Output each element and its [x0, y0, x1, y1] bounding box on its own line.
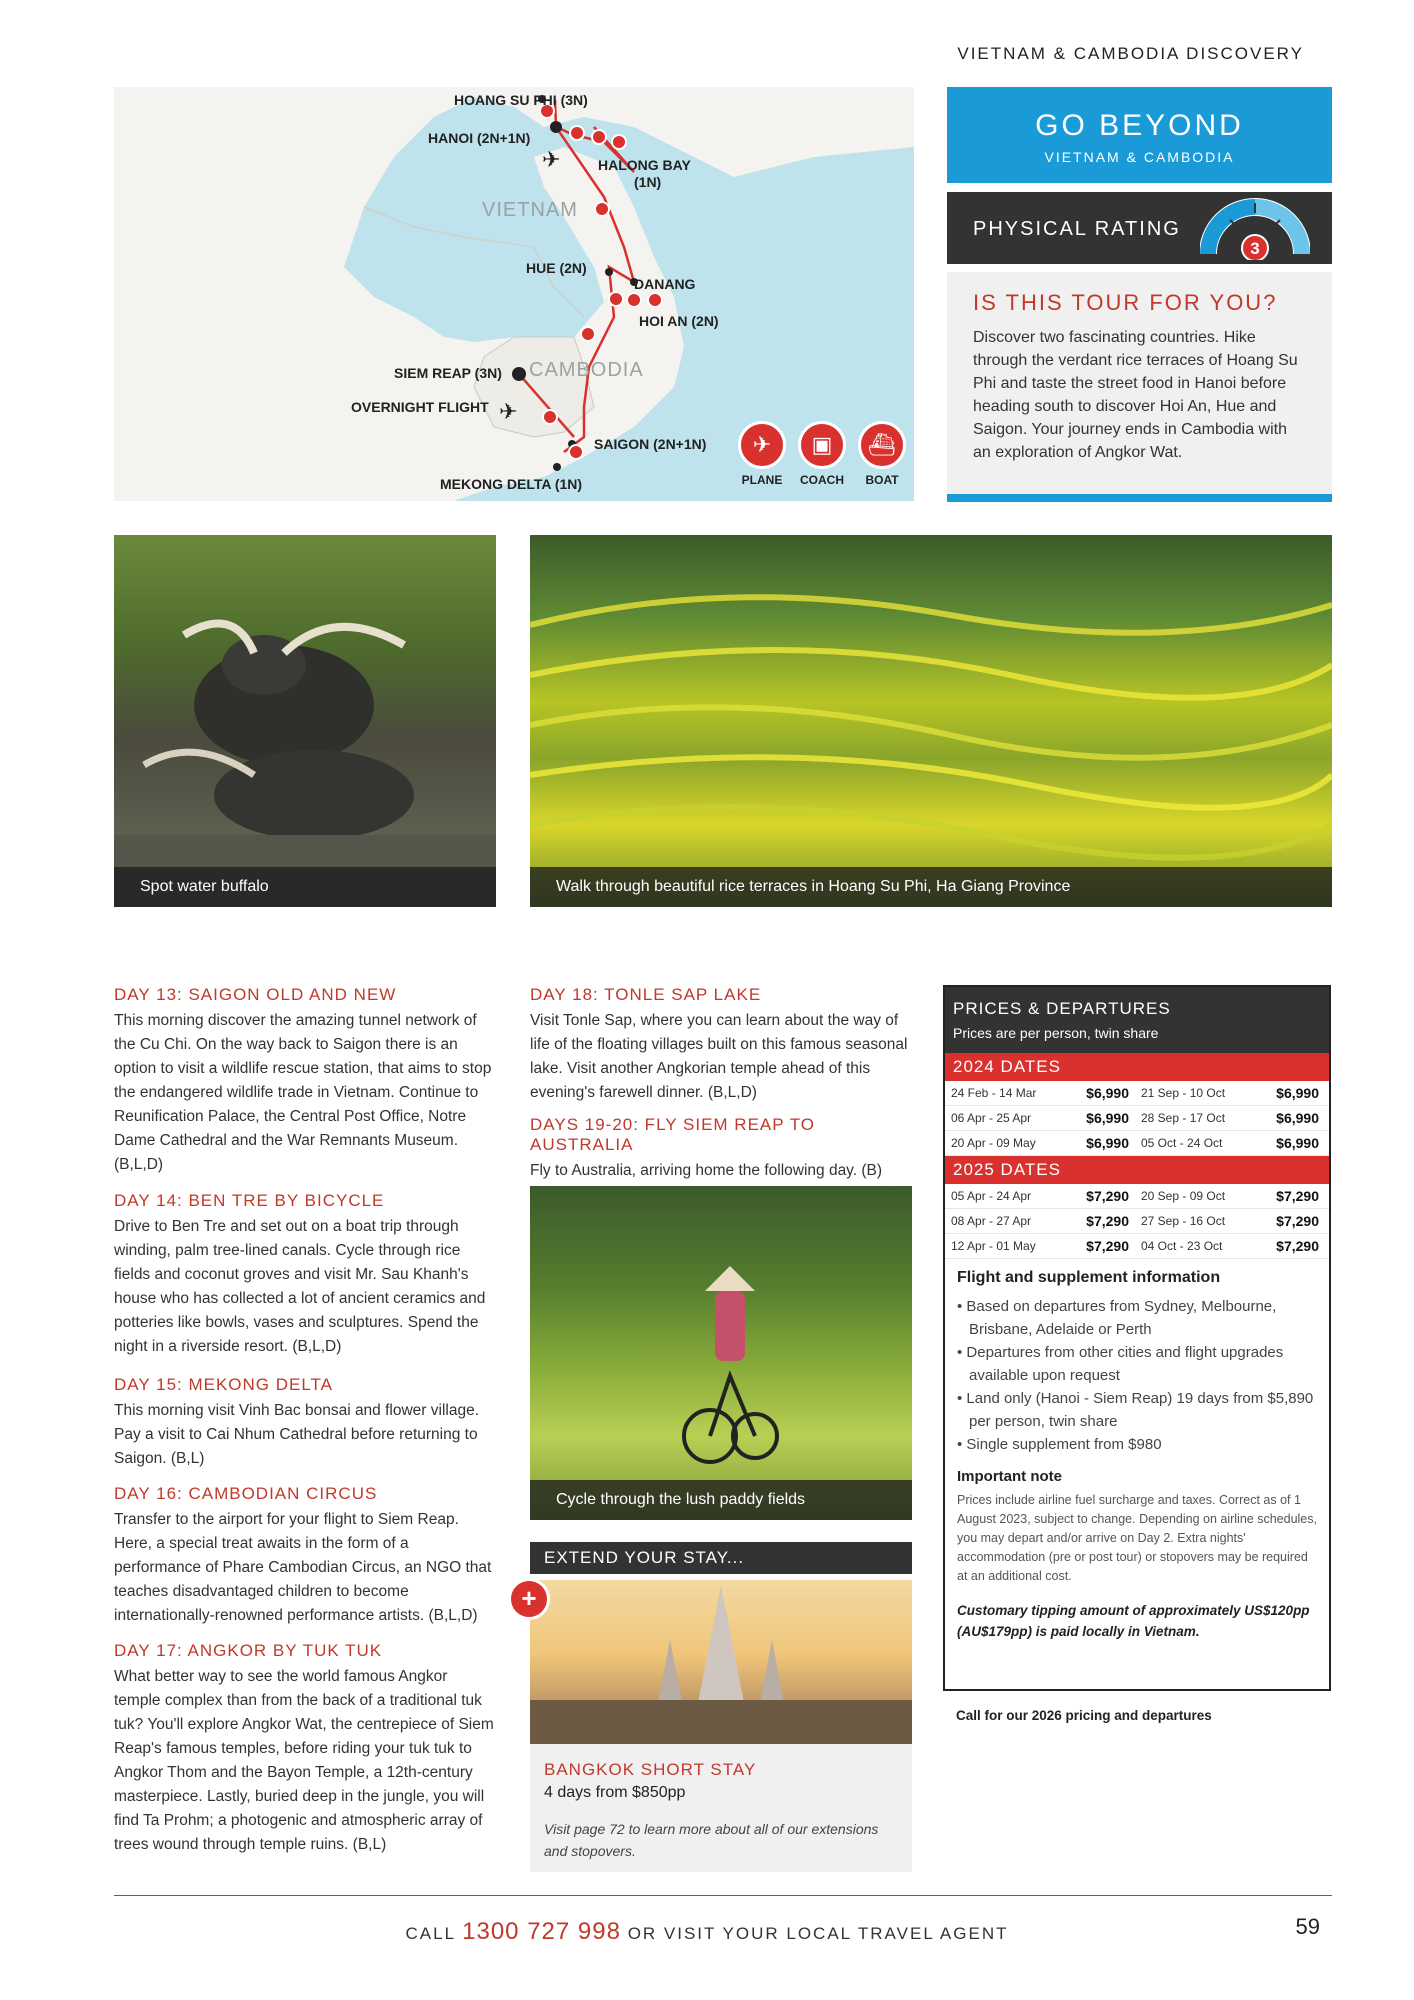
- day-15: [114, 1375, 496, 1471]
- buffalo-illustration: [114, 535, 496, 907]
- footer-divider: [114, 1895, 1332, 1896]
- departure-date: 24 Feb - 14 Mar: [951, 1086, 1037, 1100]
- land-cambodia: [474, 337, 594, 437]
- days-19-20: [530, 1115, 912, 1183]
- legend-boat-label: BOAT: [865, 473, 899, 487]
- departure-price: $7,290: [1276, 1213, 1319, 1229]
- day-13: [114, 985, 496, 1177]
- departure-price: $6,990: [1086, 1085, 1129, 1101]
- extend-stay-box: [530, 1744, 912, 1872]
- price-row: [945, 1106, 1329, 1131]
- day-13-title: DAY 13: SAIGON OLD AND NEW: [114, 985, 397, 1004]
- route-marker: [592, 130, 606, 144]
- map-label-siem-reap: SIEM REAP (3N): [394, 365, 502, 381]
- extend-plus-icon: +: [508, 1578, 550, 1620]
- panel-bottom-bar: [947, 494, 1332, 502]
- price-row: [945, 1209, 1329, 1234]
- map-label-hoang-su-phi: HOANG SU PHI (3N): [454, 92, 588, 108]
- footer-call-label: CALL: [405, 1924, 456, 1943]
- tipping-note: Customary tipping amount of approximately US$120pp (AU$179pp) is paid locally in Vietnam.: [957, 1603, 1310, 1639]
- prices-header: [945, 987, 1329, 1053]
- departure-price: $6,990: [1086, 1110, 1129, 1126]
- map-label-hue: HUE (2N): [526, 260, 587, 276]
- departure-price: $6,990: [1276, 1110, 1319, 1126]
- map-label-halong-nights: (1N): [634, 174, 662, 190]
- day-16: [114, 1484, 496, 1628]
- departure-price: $7,290: [1086, 1213, 1129, 1229]
- map-label-hoi-an: HOI AN (2N): [639, 313, 719, 329]
- city-dot-hanoi: [550, 121, 562, 133]
- flight-info-bullet: • Single supplement from $980: [957, 1436, 1162, 1453]
- days-19-20-title: DAYS 19-20: FLY SIEM REAP TO AUSTRALIA: [530, 1115, 816, 1154]
- caption-paddy: Cycle through the lush paddy fields: [530, 1480, 912, 1520]
- year-2024-header: 2024 DATES: [945, 1053, 1329, 1081]
- departure-date: 28 Sep - 17 Oct: [1141, 1111, 1226, 1125]
- year-2025-header: 2025 DATES: [945, 1156, 1329, 1184]
- departure-price: $6,990: [1276, 1085, 1319, 1101]
- day-15-body: This morning visit Vinh Bac bonsai and flower village. Pay a visit to Cai Nhum Cathedral before returning to Saigon. (B,L): [114, 1402, 480, 1467]
- legend-plane: [734, 421, 790, 487]
- route-marker: [627, 293, 641, 307]
- important-note-title: Important note: [957, 1468, 1062, 1485]
- day-18-body: Visit Tonle Sap, where you can learn about the way of life of the floating villages built on this famous seasonal lake. Visit another Angkorian temple ahead of this evening's farewell dinner. (B,L,D): [530, 1012, 908, 1101]
- route-marker: [543, 410, 557, 424]
- day-18: [530, 985, 912, 1105]
- photo-paddy-fields: [530, 1186, 912, 1520]
- map-label-cambodia: CAMBODIA: [529, 359, 644, 381]
- plane-icon: ✈: [499, 399, 518, 424]
- extension-note: Visit page 72 to learn more about all of our extensions and stopovers.: [544, 1821, 879, 1859]
- departure-price: $6,990: [1276, 1135, 1319, 1151]
- extend-stay-bar: EXTEND YOUR STAY...: [530, 1542, 912, 1574]
- route-marker: [570, 126, 584, 140]
- departure-date: 05 Apr - 24 Apr: [951, 1189, 1032, 1203]
- rating-gauge-icon: [1200, 198, 1310, 260]
- flight-info-bullet: • Departures from other cities and flight upgrades available upon request: [957, 1344, 1284, 1384]
- caption-terraces: Walk through beautiful rice terraces in Hoang Su Phi, Ha Giang Province: [530, 867, 1332, 907]
- map-label-saigon: SAIGON (2N+1N): [594, 436, 707, 452]
- flight-info-bullet: • Land only (Hanoi - Siem Reap) 19 days from $5,890 per person, twin share: [957, 1390, 1314, 1430]
- day-13-body: This morning discover the amazing tunnel network of the Cu Chi. On the way back to Saigon there is an option to visit a wildlife rescue station, that aims to stop the endangered wildlife trade in Vietnam. Continue to Reunification Palace, the Central Post Office, Notre Dame Cathedral and the War Remnants Museum. (B,L,D): [114, 1012, 492, 1173]
- day-14-body: Drive to Ben Tre and set out on a boat trip through winding, palm tree-lined canals. Cycle through rice fields and coconut groves and visit Mr. Sau Khanh's house who has collected a lot of ancient ceramics and potteries like bowls, vases and sculptures. Spend the night in a riverside resort. (B,L,D): [114, 1218, 486, 1355]
- footer-rest: OR VISIT YOUR LOCAL TRAVEL AGENT: [627, 1924, 1009, 1943]
- departure-price: $7,290: [1276, 1238, 1319, 1254]
- departure-date: 12 Apr - 01 May: [951, 1239, 1036, 1253]
- departure-date: 21 Sep - 10 Oct: [1141, 1086, 1226, 1100]
- legend-coach: [794, 421, 850, 487]
- plane-icon: ✈: [542, 147, 561, 172]
- price-row: [945, 1184, 1329, 1209]
- caption-buffalo: Spot water buffalo: [114, 867, 496, 907]
- route-marker: [648, 293, 662, 307]
- for-you-body: Discover two fascinating countries. Hike through the verdant rice terraces of Hoang Su Phi and taste the street food in Hanoi before heading south to discover Hoi An, Hue and Saigon. Your journey ends in Cambodia with an exploration of Angkor Wat.: [973, 329, 1298, 461]
- prices-info: [945, 1259, 1329, 1652]
- departure-date: 20 Apr - 09 May: [951, 1136, 1036, 1150]
- plane-icon: ✈: [738, 421, 786, 469]
- route-marker: [595, 202, 609, 216]
- route-marker: [612, 135, 626, 149]
- departure-date: 27 Sep - 16 Oct: [1141, 1214, 1226, 1228]
- day-14-title: DAY 14: BEN TRE BY BICYCLE: [114, 1191, 385, 1210]
- bangkok-stay-price: 4 days from $850pp: [544, 1784, 686, 1801]
- go-beyond-subtitle: VIETNAM & CAMBODIA: [1044, 149, 1235, 165]
- photo-rice-terraces: [530, 535, 1332, 907]
- departure-date: 04 Oct - 23 Oct: [1141, 1239, 1223, 1253]
- flight-info-bullet: • Based on departures from Sydney, Melbourne, Brisbane, Adelaide or Perth: [957, 1298, 1277, 1338]
- departure-price: $6,990: [1086, 1135, 1129, 1151]
- photo-bangkok-temple: [530, 1580, 912, 1744]
- departure-date: 08 Apr - 27 Apr: [951, 1214, 1032, 1228]
- price-row: [945, 1234, 1329, 1259]
- city-dot-mekong: [553, 463, 561, 471]
- page-header-title: VIETNAM & CAMBODIA DISCOVERY: [957, 44, 1304, 63]
- map-label-vietnam: VIETNAM: [482, 199, 578, 221]
- day-18-title: DAY 18: TONLE SAP LAKE: [530, 985, 762, 1004]
- price-row: [945, 1081, 1329, 1106]
- prices-departures-panel: [943, 985, 1331, 1691]
- map-label-hanoi: HANOI (2N+1N): [428, 130, 531, 146]
- route-marker: [609, 292, 623, 306]
- day-15-title: DAY 15: MEKONG DELTA: [114, 1375, 334, 1394]
- map-label-halong: HALONG BAY: [598, 157, 691, 173]
- prices-subtitle: Prices are per person, twin share: [953, 1025, 1159, 1041]
- day-14: [114, 1191, 496, 1359]
- physical-rating-label: PHYSICAL RATING: [973, 218, 1181, 240]
- departure-date: 20 Sep - 09 Oct: [1141, 1189, 1226, 1203]
- terraces-illustration: [530, 535, 1332, 907]
- day-16-title: DAY 16: CAMBODIAN CIRCUS: [114, 1484, 378, 1503]
- map-label-danang: DANANG: [634, 276, 696, 292]
- coach-icon: ▣: [798, 421, 846, 469]
- page-number: 59: [1295, 1914, 1320, 1939]
- departure-date: 06 Apr - 25 Apr: [951, 1111, 1032, 1125]
- go-beyond-banner: [947, 87, 1332, 183]
- important-note-body: Prices include airline fuel surcharge and taxes. Correct as of 1 August 2023, subject to change. Depending on airline schedules, you may depart and/or arrive on Day 2. Extra nights' accommodation (pre or post tour) or stopovers may be required at an additional cost.: [957, 1493, 1317, 1583]
- flight-info-title: Flight and supplement information: [957, 1269, 1221, 1286]
- photo-water-buffalo: [114, 535, 496, 907]
- price-row: [945, 1131, 1329, 1156]
- city-dot-siem-reap: [512, 367, 526, 381]
- footer-call: [0, 1918, 1414, 1946]
- footer-phone[interactable]: 1300 727 998: [462, 1918, 621, 1945]
- day-17: [114, 1641, 496, 1857]
- days-19-20-body: Fly to Australia, arriving home the following day. (B): [530, 1162, 883, 1179]
- bangkok-stay-title: BANGKOK SHORT STAY: [544, 1760, 757, 1779]
- map-label-overnight: OVERNIGHT FLIGHT: [351, 399, 489, 415]
- route-marker: [569, 445, 583, 459]
- day-17-body: What better way to see the world famous Angkor temple complex than from the back of a traditional tuk tuk? You'll explore Angkor Wat, the centrepiece of Siem Reap's famous temples, before riding your tuk tuk to Angkor Thom and the Bayon Temple, a 12th-century masterpiece. Lastly, buried deep in the jungle, you will find Ta Prohm; a photogenic and atmospheric array of trees wound through temple ruins. (B,L): [114, 1668, 494, 1853]
- prices-title: PRICES & DEPARTURES: [953, 999, 1171, 1018]
- tour-map: [114, 87, 914, 501]
- cyclist-illustration: [530, 1186, 912, 1520]
- departure-price: $7,290: [1086, 1238, 1129, 1254]
- rating-value: 3: [1250, 239, 1260, 258]
- call-2026-note: Call for our 2026 pricing and departures: [956, 1708, 1212, 1723]
- departure-date: 05 Oct - 24 Oct: [1141, 1136, 1223, 1150]
- map-label-mekong: MEKONG DELTA (1N): [440, 476, 583, 492]
- day-17-title: DAY 17: ANGKOR BY TUK TUK: [114, 1641, 383, 1660]
- departure-price: $7,290: [1276, 1188, 1319, 1204]
- route-marker: [581, 327, 595, 341]
- legend-coach-label: COACH: [800, 473, 844, 487]
- city-dot-hue: [605, 268, 613, 276]
- legend-boat: [854, 421, 910, 487]
- for-you-title: IS THIS TOUR FOR YOU?: [973, 290, 1278, 315]
- boat-icon: ⛴: [858, 421, 906, 469]
- day-16-body: Transfer to the airport for your flight to Siem Reap. Here, a special treat awaits in the form of a performance of Phare Cambodian Circus, an NGO that teaches disadvantaged children to become internationally-renowned performance artists. (B,L,D): [114, 1511, 492, 1624]
- temple-illustration: [530, 1580, 912, 1744]
- departure-price: $7,290: [1086, 1188, 1129, 1204]
- go-beyond-title: GO BEYOND: [1035, 109, 1244, 142]
- legend-plane-label: PLANE: [741, 473, 783, 487]
- tour-for-you-panel: [947, 272, 1332, 494]
- physical-rating-bar: [947, 192, 1332, 264]
